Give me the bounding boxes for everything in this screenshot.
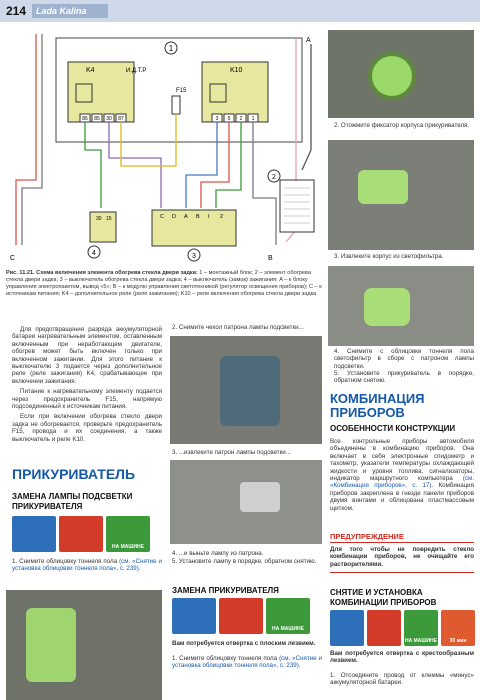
page-number: 214 — [6, 4, 27, 18]
k4-pin-86: 86 — [82, 116, 88, 122]
wire-grey — [22, 34, 42, 245]
warning-text: Для того чтобы не повредить стекло комбинации приборов, не очищайте его растворителями. — [330, 546, 474, 568]
conn3-c: C — [160, 214, 164, 220]
wire-red — [16, 34, 36, 245]
conn3-2: 2 — [220, 214, 224, 220]
light-filter-shape — [364, 288, 410, 326]
k10-pin-3: 3 — [215, 116, 219, 122]
diagram-caption — [6, 270, 324, 298]
wire-red-2 — [201, 122, 229, 208]
terminal-b: B — [268, 255, 273, 262]
k10-pin-1: 1 — [251, 116, 255, 122]
k4-pin-30: 30 — [106, 116, 112, 122]
right-step-5: 5. Установите прикуриватель в порядке, обратном снятию. — [334, 370, 474, 385]
conn4-30: 30 — [96, 216, 102, 222]
label-4: 4 — [92, 250, 96, 257]
terminal-a: A — [306, 37, 311, 44]
subsection-lighter-replace: ЗАМЕНА ПРИКУРИВАТЕЛЯ — [172, 586, 279, 595]
instruments-link[interactable]: (см. «Комбинация приборов», с. 17). — [330, 475, 474, 490]
k10-pin-5: 5 — [227, 116, 231, 122]
lamp-shape — [240, 482, 280, 512]
relay-k4 — [68, 62, 134, 122]
gloves-icon — [59, 516, 103, 552]
car-icon — [266, 598, 310, 634]
tool-icon — [172, 598, 216, 634]
wiring-diagram — [6, 30, 322, 267]
heater-switch-3 — [152, 210, 236, 246]
brand-label: Lada Kalina — [32, 4, 108, 18]
step-time-label: 30 мин — [449, 638, 467, 644]
terminal-c: C — [10, 255, 16, 262]
k4-pin-87: 87 — [118, 116, 124, 122]
icon-strip-lamp — [12, 516, 150, 552]
replace-step-1 — [172, 655, 322, 670]
tool-icon — [12, 516, 56, 552]
mid-step-4: 4. ...и выньте лампу из патрона. — [172, 550, 264, 557]
page-header — [0, 0, 480, 22]
wire-violet — [109, 122, 161, 208]
right-step-3: 3. Извлеките корпус из светофильтра. — [334, 253, 444, 260]
warning-divider-bottom — [330, 572, 474, 573]
left-para-3: Если при включении обогрева стекло двери задка не обогревается, проверьте предохранитель F15, провода и их соединения, а также выключатель и реле K10. — [12, 413, 162, 443]
label-1: 1 — [168, 44, 174, 53]
car-icon — [404, 610, 438, 646]
subsection-remove: СНЯТИЕ И УСТАНОВКА КОМБИНАЦИИ ПРИБОРОВ — [330, 588, 437, 607]
mid-step-5: 5. Установите лампу в порядке, обратном снятию. — [172, 558, 317, 565]
wire-black — [302, 44, 311, 170]
conn3-i: I — [208, 214, 210, 220]
mid-step-2: 2. Снимите чехол патрона лампы подсветки... — [172, 324, 304, 331]
car-icon — [106, 516, 150, 552]
wire-grey-2 — [253, 122, 276, 245]
replace-step-1-link[interactable]: (см. «Снятие и установка облицовки тоннеля пола», с. 239). — [172, 655, 322, 670]
instruments-text-a: Все контрольные приборы автомобиля объединены в комбинацию приборов. Она включает в себя электронные спидометр и тахометр, указатели температуры охлаждающей жидкости и уровня топлива, сигнализаторы, индикатор маршрутного компьютера — [330, 438, 474, 483]
conn3-a: A — [184, 214, 188, 220]
photo-step-3 — [328, 140, 474, 250]
photo-step-1 — [328, 30, 474, 118]
icon-strip-replace — [172, 598, 310, 634]
photo-mid-2 — [170, 460, 322, 544]
gloves-icon — [367, 610, 401, 646]
left-para-1: Для предотвращения разряда аккумуляторной батареи нагревательным элементом, оставленным включенным при неработающем двигателе, обогрев может быть включен только при включенном зажигании. Для этого питание к выключателю 3 подается через дополнительное реле (реле зажигания) K4, срабатывающее при включении зажигания. — [12, 326, 162, 385]
subsection-features: ОСОБЕННОСТИ КОНСТРУКЦИИ — [330, 424, 456, 433]
photo-mid-1 — [170, 336, 322, 444]
clock-icon — [441, 610, 475, 646]
section-title-lighter: ПРИКУРИВАТЕЛЬ — [12, 466, 136, 482]
right-step-4: 4. Снимите с облицовки тоннеля пола светофильтр в сборе с патроном лампы подсветки. — [334, 348, 474, 370]
step-car-label-2: НА МАШИНЕ — [272, 626, 304, 632]
wire-green — [85, 122, 101, 208]
k10-label: K10 — [230, 67, 243, 74]
remove-tool: Вам потребуется отвертка с крестообразным лезвием. — [330, 650, 474, 665]
lamp-step-1-link[interactable]: (см. «Снятие и установка облицовки тоннеля пола», с. 239). — [12, 558, 162, 573]
conn4-15: 15 — [106, 216, 112, 222]
label-3: 3 — [192, 253, 196, 260]
instruments-text-b: Комбинация приборов закреплена в гнезде панели приборов двумя винтами и облицована пластмассовым щитком. — [330, 482, 474, 512]
idtr-label: И.Д.Т.Р — [126, 68, 147, 74]
step-car-label: НА МАШИНЕ — [112, 544, 144, 550]
subsection-lamp-replace: ЗАМЕНА ЛАМПЫ ПОДСВЕТКИ ПРИКУРИВАТЕЛЯ — [12, 492, 133, 511]
left-text — [12, 326, 162, 443]
replace-tool: Вам потребуется отвертка с плоским лезвием. — [172, 640, 316, 647]
remove-step-1: 1. Отсоедините провод от клеммы «минус» аккумуляторной батареи. — [330, 672, 474, 687]
icon-strip-remove — [330, 610, 475, 646]
left-para-2: Питание к нагревательному элементу подается через предохранитель F15, напрямую подсоединенный к источникам питания. — [12, 388, 162, 411]
gloves-icon — [219, 598, 263, 634]
fuse-f15 — [172, 96, 180, 114]
k4-label: K4 — [86, 67, 95, 74]
wiring-diagram-svg — [6, 30, 322, 267]
step-car-label-3: НА МАШИНЕ — [405, 638, 437, 644]
warning-divider — [330, 542, 474, 543]
k10-pin-2: 2 — [239, 116, 243, 122]
section-title-instruments: КОМБИНАЦИЯ ПРИБОРОВ — [330, 391, 425, 420]
warning-title: ПРЕДУПРЕЖДЕНИЕ — [330, 532, 404, 541]
mid-step-3: 3. ...извлеките патрон лампы подсветки... — [172, 449, 291, 456]
tool-icon — [330, 610, 364, 646]
caption-title: Рис. 11.21. Схема включения элемента обогрева стекла двери задка: — [6, 270, 198, 276]
lighter-socket-shape — [368, 52, 416, 100]
instruments-text — [330, 438, 474, 512]
bulb-holder-shape — [220, 356, 280, 426]
k4-pin-85: 85 — [94, 116, 100, 122]
lamp-step-1 — [12, 558, 162, 573]
f15-label: F15 — [176, 88, 187, 94]
conn3-d: D — [172, 214, 176, 220]
lamp-step-1-text: 1. Снимите облицовку тоннеля пола — [12, 558, 120, 565]
lighter-housing-shape — [26, 608, 76, 682]
lighter-body-shape — [358, 170, 408, 204]
photo-step-4 — [328, 266, 474, 346]
right-step-2: 2. Отожмите фиксатор корпуса прикуривателя. — [334, 122, 470, 129]
conn3-b: B — [196, 214, 200, 220]
photo-left-bottom — [6, 590, 162, 700]
label-2: 2 — [272, 174, 276, 181]
caption-text: 1 – монтажный блок; 2 – элемент обогрева стекла двери задка; 3 – выключатель обогрева стекла двери задка; 4 – выключатель (замок) зажигания; A – к блоку управления электропакетом, вывод «5»; B – к модулю управления светотехникой (регулятор освещения приборов); C – к источникам питания; K4 – дополнительное реле (реле зажигания); K10 – реле включения обогрева стекла двери задка — [6, 270, 322, 297]
ignition-switch-4 — [90, 212, 116, 242]
replace-step-1-text: 1. Снимите облицовку тоннеля пола — [172, 655, 280, 662]
